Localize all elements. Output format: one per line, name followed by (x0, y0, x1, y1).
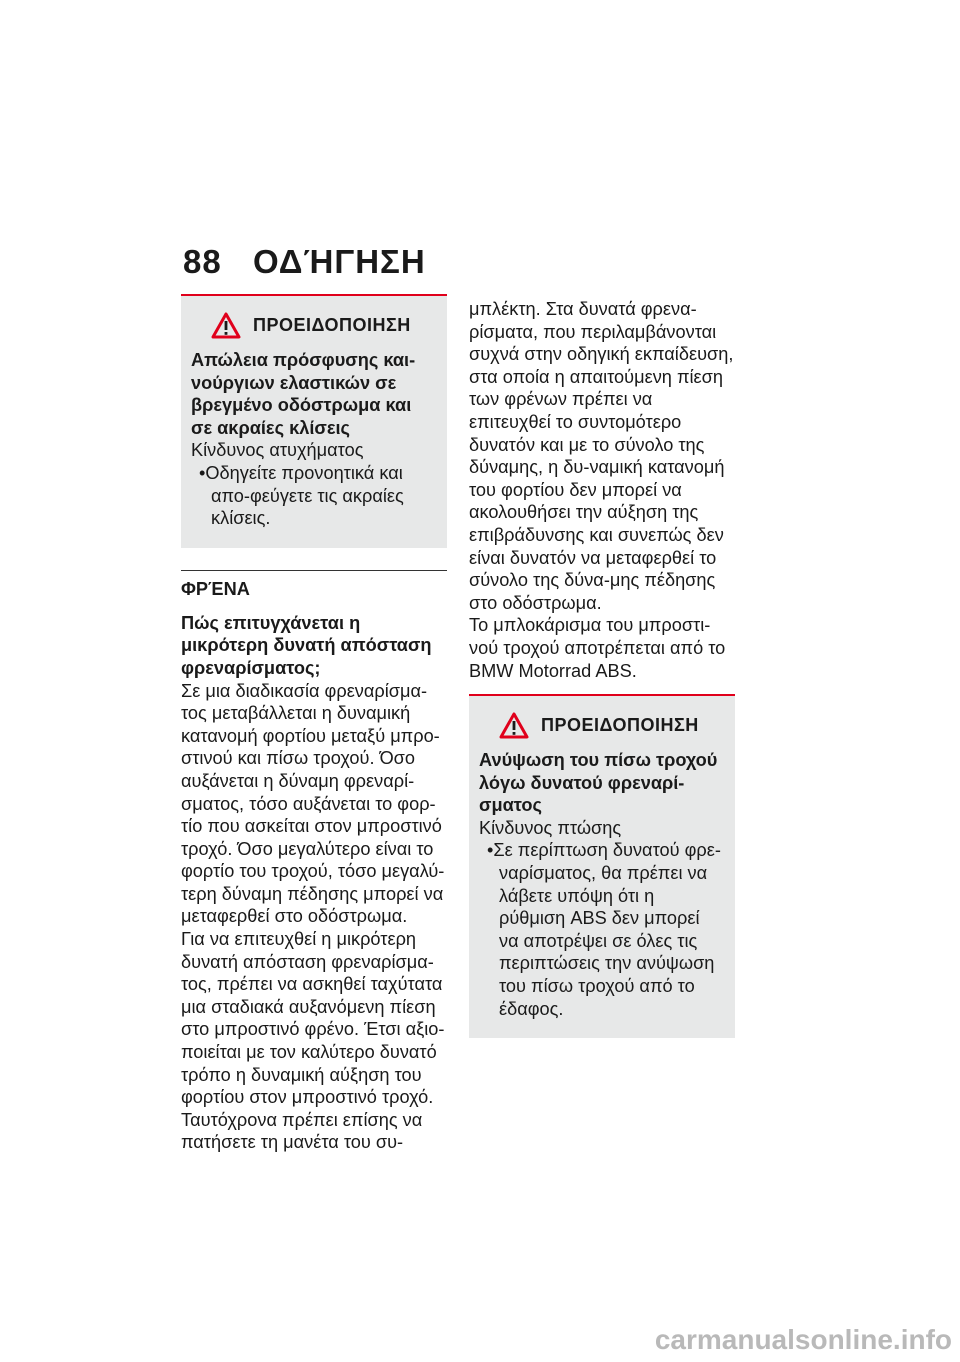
warning-header (191, 312, 435, 339)
section-title: ΦΡΈΝΑ (181, 570, 447, 600)
watermark: carmanualsonline.info (654, 1324, 952, 1355)
paragraph: μπλέκτη. Στα δυνατά φρενα-ρίσματα, που περιλαμβάνονται συχνά στην οδηγική εκπαίδευση, στα οποία η απαιτούμενη πίεση των φρένων πρέπει να επιτευχθεί το συντομότερο δυνατόν και με το σύνολο της δύναμης, η δυ-ναμική κατανομή του φορτίου δεν μπορεί να ακολουθήσει την αύξηση της επιβράδυνσης και συνεπώς δεν είναι δυνατόν να μεταφερθεί το σύνολο της δύνα-μης πέδησης στο οδόστρωμα. (469, 299, 734, 613)
warning-bullet: • Οδηγείτε προνοητικά και απο-φεύγετε τις ακραίες κλίσεις. (191, 462, 435, 530)
warning-title: Απώλεια πρόσφυσης και-νούργιων ελαστικών σε βρεγμένο οδόστρωμα και σε ακραίες κλίσεις (191, 350, 416, 438)
paragraph: Σε μια διαδικασία φρεναρίσμα-τος μεταβάλλεται η δυναμική κατανομή φορτίου μεταξύ μπρο-στινού και πίσω τροχού. Όσο αυξάνεται η δύναμη φρεναρί-σματος, τόσο αυξάνεται το φορ-τίο που ασκείται στον μπροστινό τροχό. Όσο μεγαλύτερο είναι το φορτίο του τροχού, τόσο μεγαλύ-τερη δύναμη πέδησης μπορεί να μεταφερθεί στο οδόστρωμα. (181, 680, 445, 927)
warning-label: ΠΡΟΕΙΔΟΠΟΙΗΣΗ (541, 715, 699, 736)
warning-label: ΠΡΟΕΙΔΟΠΟΙΗΣΗ (253, 315, 411, 335)
right-column (469, 298, 735, 1038)
warning-risk: Κίνδυνος ατυχήματος (191, 440, 364, 461)
warning-box-1 (181, 294, 447, 548)
left-column (181, 294, 447, 1154)
chapter-title: ΟΔΉΓΗΣΗ (253, 243, 426, 280)
section-subtitle: Πώς επιτυγχάνεται η μικρότερη δυνατή απόσταση φρεναρίσματος; (181, 612, 432, 678)
page-header (183, 243, 426, 281)
warning-bullet: • Σε περίπτωση δυνατού φρε-ναρίσματος, θα πρέπει να λάβετε υπόψη ότι η ρύθμιση ABS δεν μπορεί να αποτρέψει σε όλες τις περιπτώσεις την ανύψωση του πίσω τροχού από το έδαφος. (479, 839, 723, 1020)
paragraph: Το μπλοκάρισμα του μπροστι-νού τροχού αποτρέπεται από το BMW Motorrad ABS. (469, 615, 726, 681)
warning-header (479, 712, 723, 739)
warning-title: Ανύψωση του πίσω τροχού λόγω δυνατού φρεναρί-σματος (479, 750, 718, 816)
warning-triangle-icon (499, 712, 529, 739)
warning-risk: Κίνδυνος πτώσης (479, 817, 622, 838)
warning-box-2 (469, 694, 735, 1038)
page-number: 88 (183, 243, 222, 280)
paragraph: Για να επιτευχθεί η μικρότερη δυνατή απόσταση φρεναρίσμα-τος, πρέπει να ασκηθεί ταχύτατα μια σταδιακά αυξανόμενη πίεση στο μπροστινό φρένο. Έτσι αξιο-ποιείται με τον καλύτερο δυνατό τρόπο η δυναμική αύξηση του φορτίου στον μπροστινό τροχό. Ταυτόχρονα πρέπει επίσης να πατήσετε τη μανέτα του συ- (181, 929, 445, 1153)
warning-triangle-icon (211, 312, 241, 339)
